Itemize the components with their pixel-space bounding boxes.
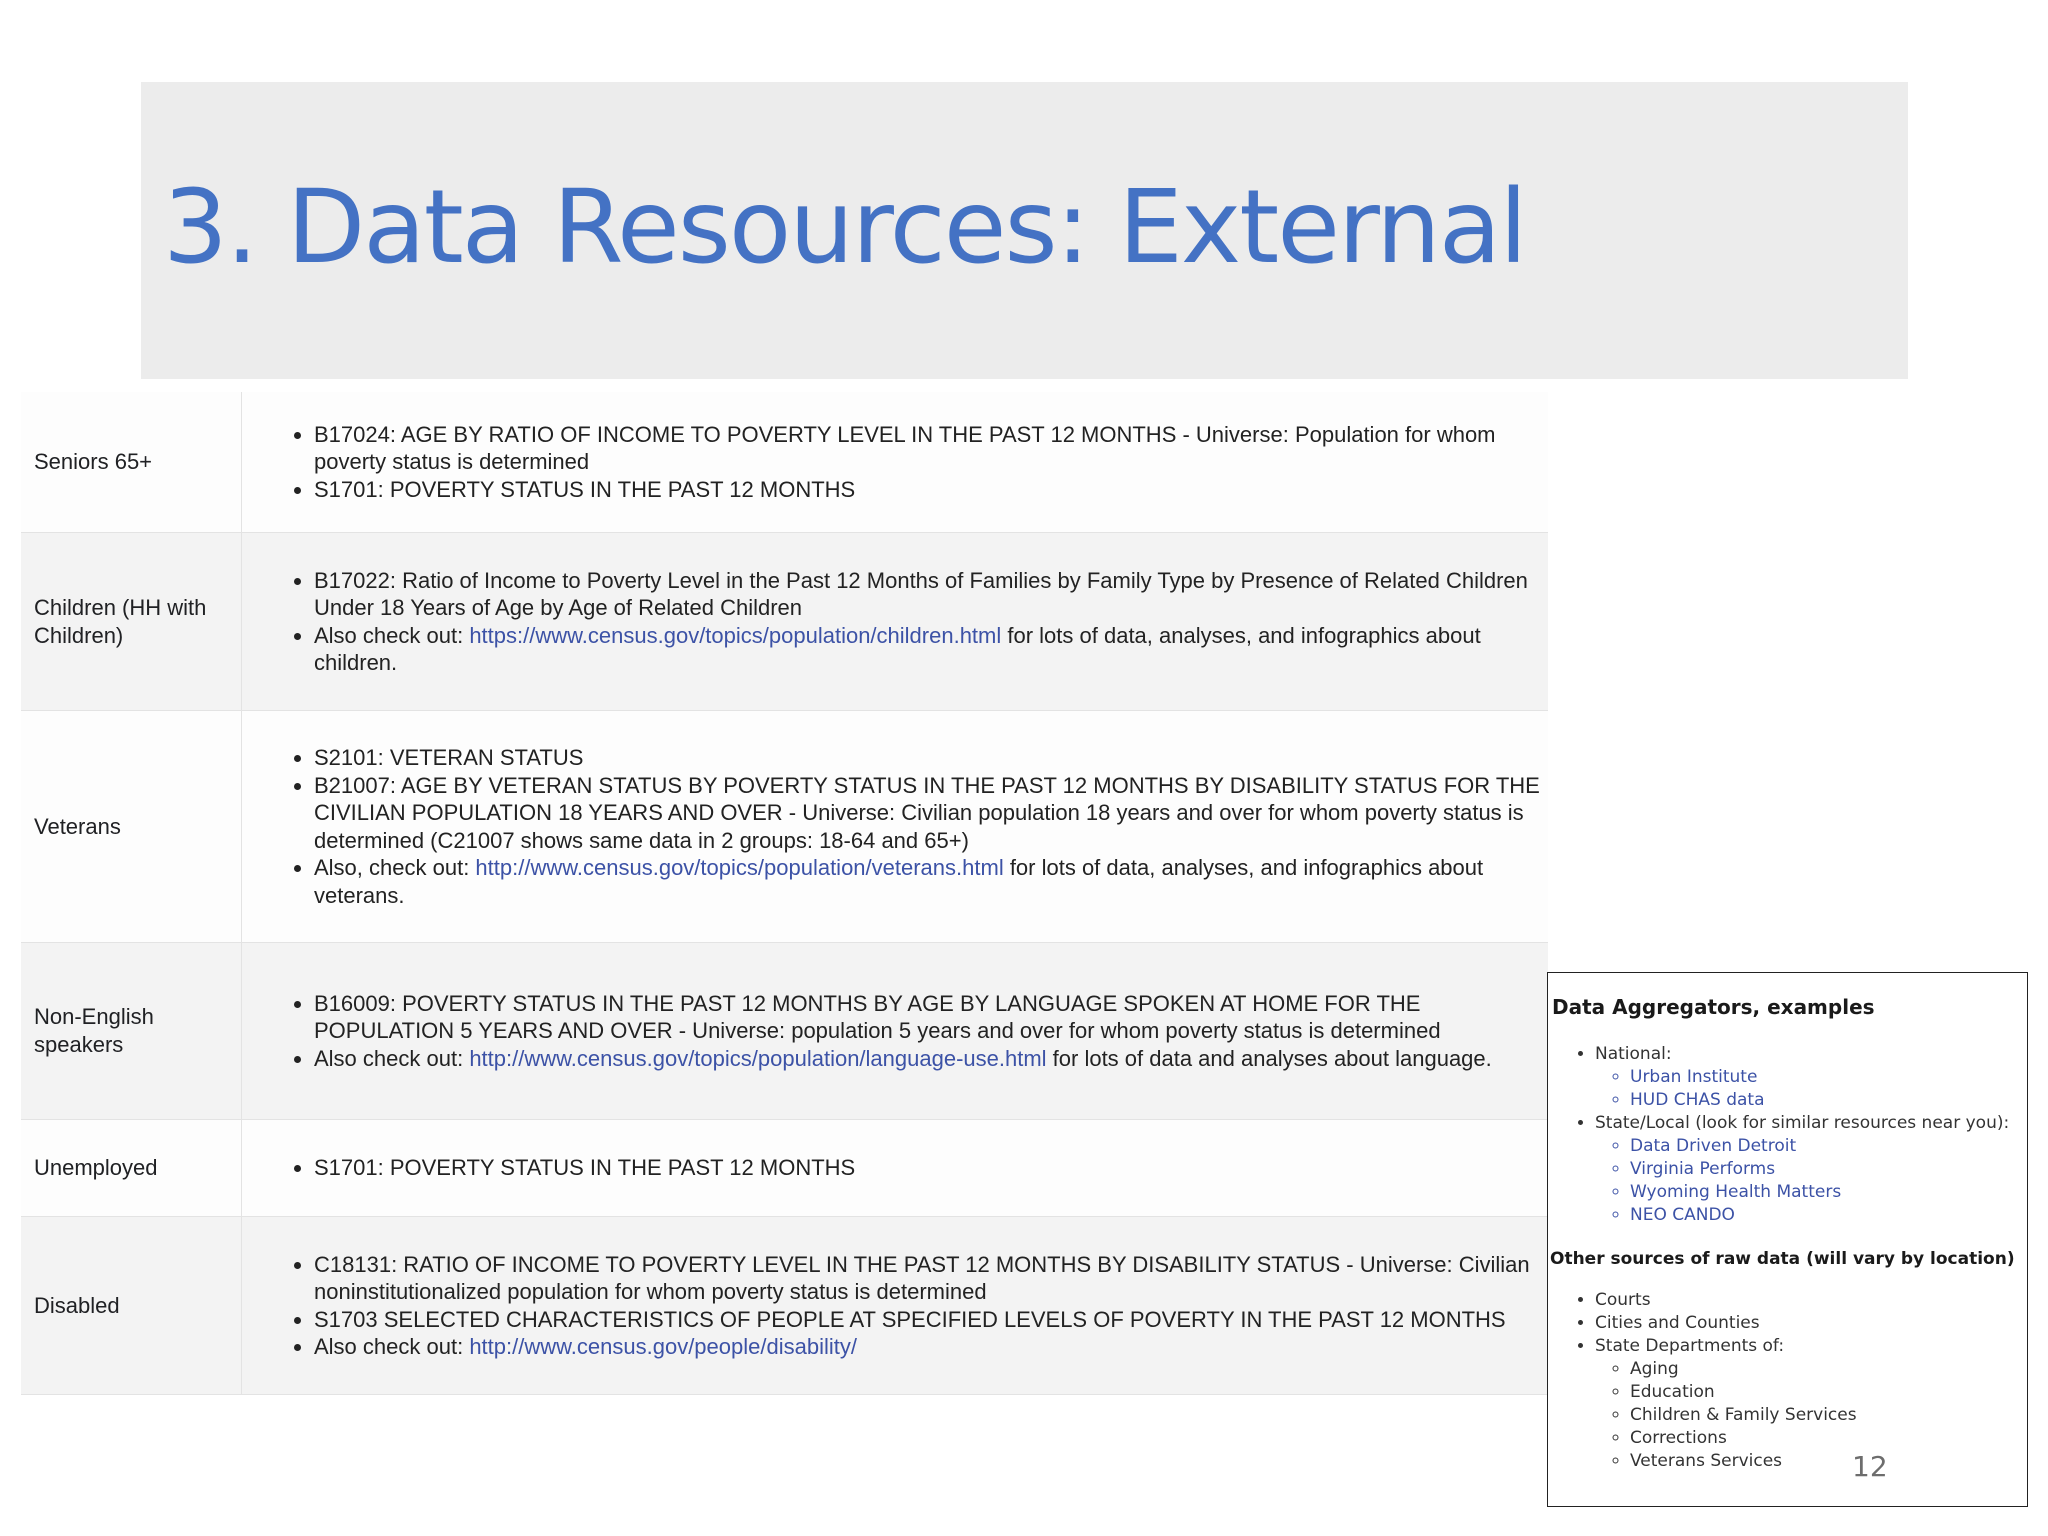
item-text: B17022: Ratio of Income to Poverty Level in the Past 12 Months of Families by Family Type by Presence of Related Children Under 18 Years of Age by Age of Related Children [314, 567, 1528, 620]
row-label: Disabled [21, 1217, 242, 1394]
census-link[interactable]: http://www.census.gov/topics/population/veterans.html [475, 855, 1004, 880]
sub-list-item: ◦ Children & Family Services [1630, 1404, 2027, 1427]
item-text: Also check out: [314, 1045, 470, 1071]
list-item [314, 744, 1540, 772]
list-item [314, 567, 1540, 622]
table-list [290, 990, 1540, 1073]
aggregator-link[interactable]: ◦ NEO CANDO [1630, 1204, 2027, 1227]
sub-list-item: ◦ Veterans Services [1630, 1450, 2027, 1473]
raw-source-list [1552, 1289, 2027, 1473]
row-label: Children (HH with Children) [21, 533, 242, 710]
list-item [314, 421, 1540, 476]
list-item [314, 1154, 855, 1182]
list-item-label: Cities and Counties [1595, 1313, 1760, 1333]
aside-subheading: Other sources of raw data (will vary by location) [1550, 1249, 2015, 1269]
table-list [290, 421, 1540, 504]
row-content [242, 392, 1548, 532]
list-item [314, 1333, 1540, 1361]
list-item [314, 1306, 1540, 1334]
list-item [314, 1045, 1540, 1073]
table-row [21, 533, 1548, 711]
row-label: Seniors 65+ [21, 392, 242, 532]
list-item-label: State Departments of: [1595, 1336, 1785, 1356]
list-item [314, 854, 1540, 909]
row-label: Non-English speakers [21, 943, 242, 1119]
aggregator-list [1552, 1043, 2027, 1227]
list-item [1595, 1043, 2027, 1112]
list-item [314, 772, 1540, 855]
item-text: S1703 SELECTED CHARACTERISTICS OF PEOPLE AT SPECIFIED LEVELS OF POVERTY IN THE PAST 12 MONTHS [314, 1306, 1506, 1332]
page-number: 12 [1852, 1450, 1888, 1483]
table-list [290, 1251, 1540, 1361]
item-text: for lots of data and analyses about language. [1046, 1045, 1492, 1071]
list-item [314, 476, 1540, 504]
list-item [314, 622, 1540, 677]
sub-list-item: ◦ Corrections [1630, 1427, 2027, 1450]
item-text: B21007: AGE BY VETERAN STATUS BY POVERTY STATUS IN THE PAST 12 MONTHS BY DISABILITY STATUS FOR THE CIVILIAN POPULATION 18 YEARS AND OVER - Universe: Civilian population 18 years and over for whom poverty status is determined (C21007 shows same data in 2 groups: 18-64 and 65+) [314, 772, 1540, 853]
row-content [242, 533, 1548, 710]
sub-list [1595, 1066, 2027, 1112]
item-text: B16009: POVERTY STATUS IN THE PAST 12 MONTHS BY AGE BY LANGUAGE SPOKEN AT HOME FOR THE POPULATION 5 YEARS AND OVER - Universe: population 5 years and over for whom poverty status is determined [314, 990, 1441, 1044]
table-row [21, 711, 1548, 943]
item-text: S2101: VETERAN STATUS [314, 745, 584, 770]
list-item [314, 1251, 1540, 1306]
list-item [1595, 1112, 2027, 1227]
item-text: S1701: POVERTY STATUS IN THE PAST 12 MONTHS [314, 476, 856, 502]
aggregator-link[interactable]: ◦ Virginia Performs [1630, 1158, 2027, 1181]
item-text: C18131: RATIO OF INCOME TO POVERTY LEVEL IN THE PAST 12 MONTHS BY DISABILITY STATUS - Universe: Civilian noninstitutionalized population for whom poverty status is determined [314, 1251, 1530, 1304]
item-text: Also check out: [314, 1334, 470, 1359]
sub-list [1595, 1135, 2027, 1227]
sub-list-item: ◦ Aging [1630, 1358, 2027, 1381]
page-title: 3. Data Resources: External [163, 168, 1526, 287]
row-content [242, 711, 1548, 942]
list-item-label: National: [1595, 1044, 1672, 1064]
table-row [21, 943, 1548, 1120]
census-link[interactable]: https://www.census.gov/topics/population/children.html [469, 622, 1002, 648]
table-row [21, 392, 1548, 533]
list-item-label: Courts [1595, 1290, 1651, 1310]
row-content [242, 1120, 1548, 1216]
sub-list [1595, 1358, 2027, 1473]
aggregator-link[interactable]: ◦ Data Driven Detroit [1630, 1135, 2027, 1158]
item-text: S1701: POVERTY STATUS IN THE PAST 12 MONTHS [314, 1155, 856, 1181]
row-content [242, 943, 1548, 1119]
item-text: B17024: AGE BY RATIO OF INCOME TO POVERTY LEVEL IN THE PAST 12 MONTHS - Universe: Population for whom poverty status is determined [314, 421, 1496, 475]
item-text: Also, check out: [314, 855, 476, 880]
list-item [1595, 1312, 2027, 1335]
aside-heading: Data Aggregators, examples [1552, 995, 1875, 1019]
table-list [290, 1154, 855, 1182]
table-list [290, 567, 1540, 677]
table-row [21, 1217, 1548, 1395]
list-item [1595, 1335, 2027, 1473]
table-row [21, 1120, 1548, 1217]
data-aggregators-box [1547, 972, 2028, 1507]
sub-list-item: ◦ Education [1630, 1381, 2027, 1404]
item-text: for lots of data, analyses, and infographics about veterans. [314, 855, 1484, 908]
item-text: Also check out: [314, 622, 470, 648]
resource-table [21, 392, 1548, 1395]
list-item [314, 990, 1540, 1045]
row-content [242, 1217, 1548, 1394]
aggregator-link[interactable]: ◦ HUD CHAS data [1630, 1089, 2027, 1112]
row-label: Veterans [21, 711, 242, 942]
list-item-label: State/Local (look for similar resources near you): [1595, 1113, 2010, 1133]
census-link[interactable]: http://www.census.gov/people/disability/ [469, 1334, 857, 1359]
aggregator-link[interactable]: ◦ Urban Institute [1630, 1066, 2027, 1089]
table-list [290, 744, 1540, 909]
census-link[interactable]: http://www.census.gov/topics/population/language-use.html [469, 1045, 1047, 1071]
list-item [1595, 1289, 2027, 1312]
item-text: for lots of data, analyses, and infographics about children. [314, 622, 1481, 675]
aggregator-link[interactable]: ◦ Wyoming Health Matters [1630, 1181, 2027, 1204]
row-label: Unemployed [21, 1120, 242, 1216]
